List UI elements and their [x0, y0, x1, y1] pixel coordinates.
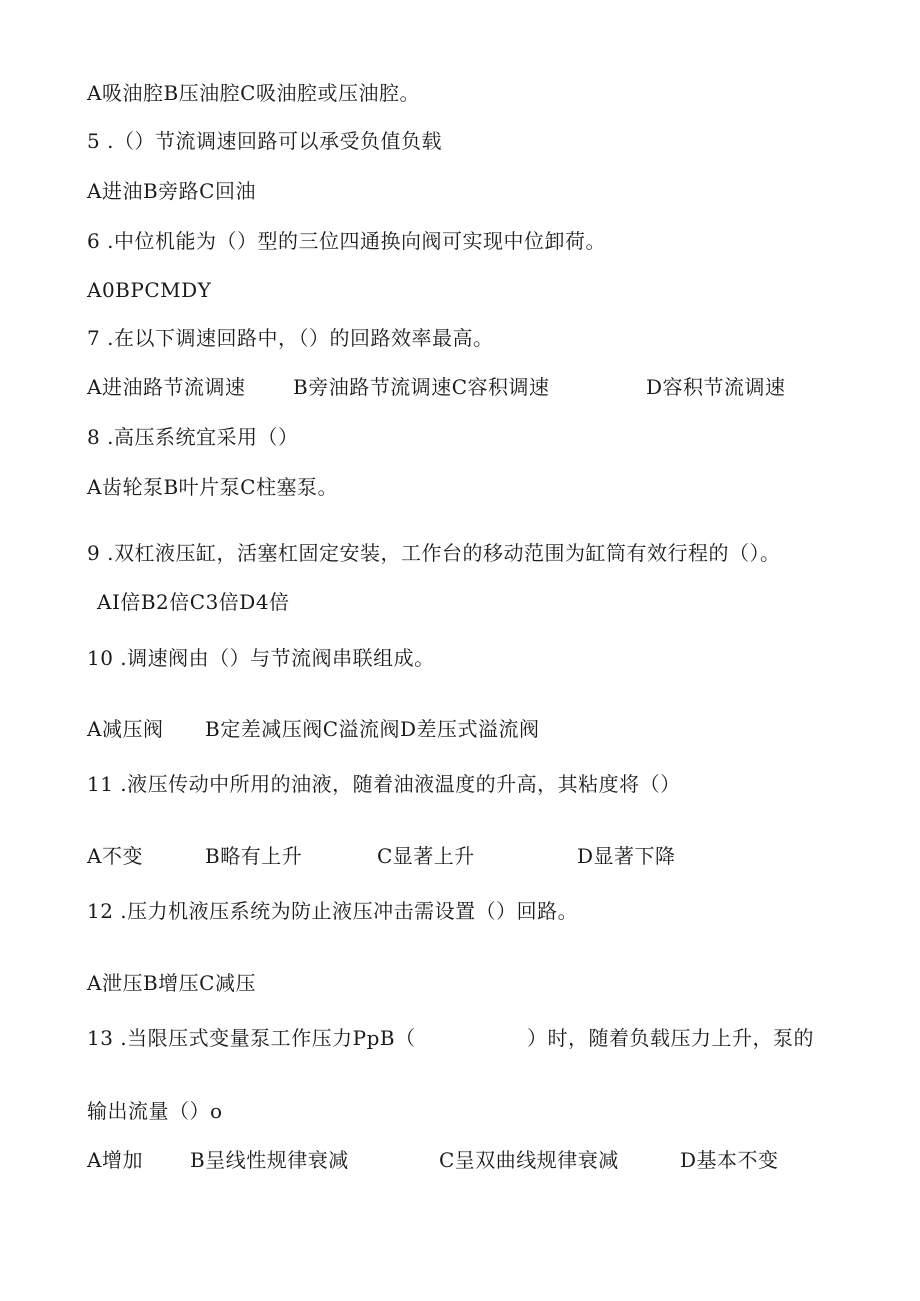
option-13c: C呈双曲线规律衰减	[439, 1148, 619, 1172]
question-10: 10 .调速阀由（）与节流阀串联组成。	[87, 646, 435, 670]
question-5: 5 .（）节流调速回路可以承受负值负载	[87, 129, 442, 153]
answer-options-8: A齿轮泵B叶片泵C柱塞泵。	[87, 475, 338, 499]
option-7bc: B旁油路节流调速C容积调速	[293, 375, 550, 399]
question-13-part2: ）时，随着负载压力上升，泵的	[527, 1026, 814, 1050]
option-7a: A进油路节流调速	[87, 375, 246, 399]
answer-options-9: AI倍B2倍C3倍D4倍	[97, 590, 290, 614]
option-11c: C显著上升	[377, 844, 475, 868]
option-7d: D容积节流调速	[646, 375, 786, 399]
answer-options-6: A0BPCMDY	[87, 278, 212, 302]
answer-options-5: A进油B旁路C回油	[87, 179, 256, 203]
question-13-part3: 输出流量（）o	[87, 1099, 223, 1123]
option-13a: A增加	[87, 1148, 143, 1172]
answer-options-4: A吸油腔B压油腔C吸油腔或压油腔。	[87, 81, 420, 105]
question-13-part1: 13 .当限压式变量泵工作压力PpB（	[87, 1026, 416, 1050]
option-13d: D基本不变	[680, 1148, 779, 1172]
question-7: 7 .在以下调速回路中，（）的回路效率最高。	[87, 326, 494, 350]
option-10bcd: B定差减压阀C溢流阀D差压式溢流阀	[205, 717, 540, 741]
question-8: 8 .高压系统宜采用（）	[87, 425, 299, 449]
question-12: 12 .压力机液压系统为防止液压冲击需设置（）回路。	[87, 899, 579, 923]
question-11: 11 .液压传动中所用的油液，随着油液温度的升高，其粘度将（）	[87, 772, 681, 796]
option-11a: A不变	[87, 844, 143, 868]
question-9: 9 .双杠液压缸，活塞杠固定安装，工作台的移动范围为缸筒有效行程的（）。	[87, 541, 781, 565]
option-11b: B略有上升	[205, 844, 303, 868]
answer-options-12: A泄压B增压C减压	[87, 971, 256, 995]
option-11d: D显著下降	[577, 844, 676, 868]
option-13b: B呈线性规律衰减	[190, 1148, 349, 1172]
question-6: 6 .中位机能为（）型的三位四通换向阀可实现中位卸荷。	[87, 229, 606, 253]
option-10a: A减压阀	[87, 717, 164, 741]
